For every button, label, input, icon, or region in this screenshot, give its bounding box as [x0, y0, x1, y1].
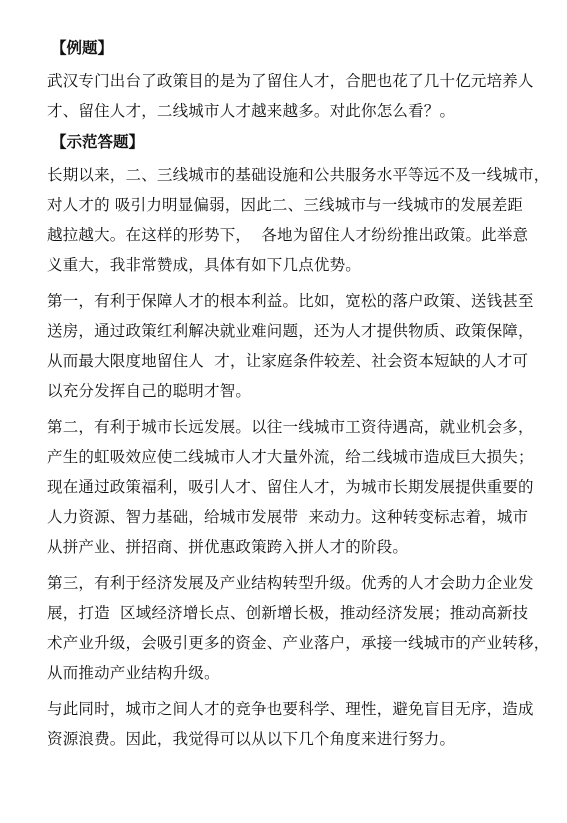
text-line: 术产业升级，会吸引更多的资金、产业落户，承接一线城市的产业转移，	[47, 634, 550, 652]
document-body	[47, 36, 557, 754]
example-heading: 【例题】	[51, 39, 114, 57]
text-line: 对人才的 吸引力明显偏弱，因此二、三线城市与一线城市的发展差距	[47, 196, 524, 214]
text-line: 越拉越大。在这样的形势下， 各地为留住人才纷纷推出政策。此举意	[47, 226, 529, 244]
text-line: 从拼产业、拼招商、拼优惠政策跨入拼人才的阶段。	[47, 538, 409, 556]
text-line: 现在通过政策福利，吸引人才、留住人才，为城市长期发展提供重要的	[47, 478, 534, 496]
text-line: 展，打造 区域经济增长点、创新增长极，推动经济发展；推动高新技	[47, 604, 529, 622]
answer-paragraph-second	[47, 412, 557, 562]
text-line: 从而最大限度地留住人 才，让家庭条件较差、社会资本短缺的人才可	[47, 352, 529, 370]
text-line: 长期以来，二、三线城市的基础设施和公共服务水平等远不及一线城市，	[47, 166, 550, 184]
answer-paragraph-first	[47, 286, 557, 406]
text-line: 送房，通过政策红利解决就业难问题，还为人才提供物质、政策保障，	[47, 322, 534, 340]
answer-paragraph-third	[47, 568, 557, 688]
text-line: 第二，有利于城市长远发展。以往一线城市工资待遇高，就业机会多，	[47, 418, 534, 436]
answer-paragraph-intro	[47, 160, 557, 280]
text-line: 与此同时，城市之间人才的竞争也要科学、理性，避免盲目无序，造成	[47, 700, 534, 718]
text-line: 义重大，我非常赞成，具体有如下几点优势。	[47, 256, 362, 274]
answer-paragraph-closing	[47, 694, 557, 754]
text-line: 人力资源、智力基础，给城市发展带 来动力。这种转变标志着，城市	[47, 508, 529, 526]
answer-heading: 【示范答题】	[51, 133, 145, 151]
text-line: 第一，有利于保障人才的根本利益。比如，宽松的落户政策、送钱甚至	[47, 292, 534, 310]
text-line: 以充分发挥自己的聪明才智。	[47, 382, 252, 400]
text-line: 才、留住人才，二线城市人才越来越多。对此你怎么看？。	[47, 102, 456, 120]
text-line: 武汉专门出台了政策目的是为了留住人才，合肥也花了几十亿元培养人	[47, 72, 534, 90]
example-question	[47, 66, 557, 126]
text-line: 资源浪费。因此，我觉得可以从以下几个角度来进行努力。	[47, 730, 456, 748]
text-line: 产生的虹吸效应使二线城市人才大量外流，给二线城市造成巨大损失；	[47, 448, 534, 466]
text-line: 从而推动产业结构升级。	[47, 664, 220, 682]
text-line: 第三，有利于经济发展及产业结构转型升级。优秀的人才会助力企业发	[47, 574, 534, 592]
